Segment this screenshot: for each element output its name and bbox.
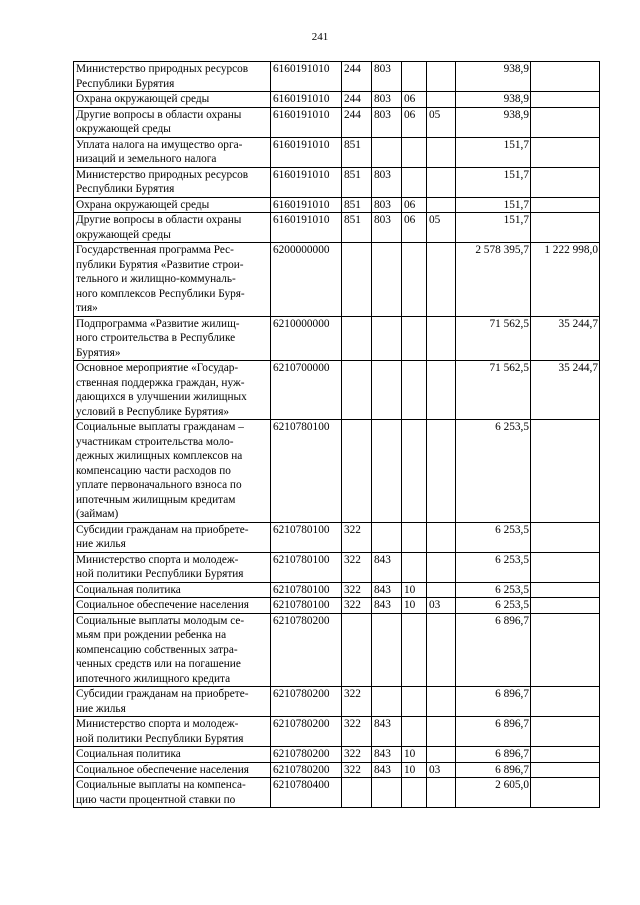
department-cell: 843 — [372, 747, 402, 763]
subsection-cell — [427, 167, 456, 197]
item-name-cell: Министерство природных ресурсов Республики Бурятия — [74, 167, 271, 197]
department-cell: 843 — [372, 717, 402, 747]
table-row — [74, 316, 600, 361]
table-body — [74, 62, 600, 808]
target-code-cell: 6160191010 — [271, 92, 342, 108]
expense-type-cell: 322 — [342, 747, 372, 763]
amount-1-cell: 6 253,5 — [456, 522, 531, 552]
section-cell: 10 — [402, 762, 427, 778]
item-name-cell: Охрана окружающей среды — [74, 92, 271, 108]
table-row — [74, 107, 600, 137]
amount-2-cell — [531, 598, 600, 614]
subsection-cell — [427, 747, 456, 763]
section-cell: 06 — [402, 197, 427, 213]
expense-type-cell: 322 — [342, 687, 372, 717]
department-cell: 803 — [372, 213, 402, 243]
amount-2-cell — [531, 613, 600, 687]
target-code-cell: 6210700000 — [271, 361, 342, 420]
subsection-cell — [427, 420, 456, 523]
section-cell — [402, 167, 427, 197]
section-cell: 10 — [402, 598, 427, 614]
expense-type-cell: 322 — [342, 762, 372, 778]
subsection-cell — [427, 316, 456, 361]
department-cell: 803 — [372, 197, 402, 213]
amount-1-cell: 2 578 395,7 — [456, 243, 531, 317]
expense-type-cell: 244 — [342, 62, 372, 92]
target-code-cell: 6160191010 — [271, 62, 342, 92]
expense-type-cell: 244 — [342, 107, 372, 137]
page-number: 241 — [311, 31, 329, 43]
amount-1-cell: 2 605,0 — [456, 778, 531, 808]
expense-type-cell — [342, 420, 372, 523]
subsection-cell — [427, 582, 456, 598]
subsection-cell — [427, 92, 456, 108]
item-name-cell: Социальная политика — [74, 582, 271, 598]
section-cell — [402, 552, 427, 582]
table-row — [74, 420, 600, 523]
subsection-cell — [427, 522, 456, 552]
table-row — [74, 747, 600, 763]
section-cell — [402, 717, 427, 747]
expense-type-cell: 322 — [342, 717, 372, 747]
subsection-cell: 05 — [427, 213, 456, 243]
expense-type-cell — [342, 778, 372, 808]
item-name-cell: Социальные выплаты на компенса- цию части процентной ставки по — [74, 778, 271, 808]
table-row — [74, 522, 600, 552]
subsection-cell: 05 — [427, 107, 456, 137]
target-code-cell: 6200000000 — [271, 243, 342, 317]
expense-type-cell: 322 — [342, 552, 372, 582]
department-cell — [372, 613, 402, 687]
department-cell — [372, 687, 402, 717]
department-cell: 843 — [372, 582, 402, 598]
item-name-cell: Подпрограмма «Развитие жилищ- ного строительства в Республике Бурятия» — [74, 316, 271, 361]
item-name-cell: Министерство спорта и молодеж- ной политики Республики Бурятия — [74, 552, 271, 582]
department-cell — [372, 420, 402, 523]
amount-1-cell: 6 896,7 — [456, 613, 531, 687]
subsection-cell — [427, 613, 456, 687]
item-name-cell: Социальные выплаты молодым се- мьям при рождении ребенка на компенсацию собственных затра- ченных средств или на погашение ипотечного жилищного кредита — [74, 613, 271, 687]
subsection-cell: 03 — [427, 598, 456, 614]
expense-type-cell — [342, 316, 372, 361]
section-cell — [402, 613, 427, 687]
amount-1-cell: 938,9 — [456, 62, 531, 92]
amount-1-cell: 71 562,5 — [456, 316, 531, 361]
amount-2-cell — [531, 137, 600, 167]
target-code-cell: 6210780200 — [271, 762, 342, 778]
table-row — [74, 167, 600, 197]
section-cell — [402, 361, 427, 420]
item-name-cell: Социальное обеспечение населения — [74, 762, 271, 778]
subsection-cell: 03 — [427, 762, 456, 778]
table-row — [74, 613, 600, 687]
amount-1-cell: 6 896,7 — [456, 762, 531, 778]
subsection-cell — [427, 717, 456, 747]
item-name-cell: Охрана окружающей среды — [74, 197, 271, 213]
amount-1-cell: 938,9 — [456, 107, 531, 137]
amount-1-cell: 151,7 — [456, 197, 531, 213]
amount-2-cell — [531, 778, 600, 808]
amount-2-cell — [531, 717, 600, 747]
item-name-cell: Государственная программа Рес- публики Бурятия «Развитие строи- тельного и жилищно-коммуналь- ного комплексов Республики Буря- тия» — [74, 243, 271, 317]
section-cell — [402, 687, 427, 717]
amount-2-cell — [531, 522, 600, 552]
table-row — [74, 361, 600, 420]
amount-1-cell: 6 896,7 — [456, 687, 531, 717]
amount-2-cell — [531, 747, 600, 763]
subsection-cell — [427, 197, 456, 213]
target-code-cell: 6210780100 — [271, 522, 342, 552]
amount-2-cell — [531, 197, 600, 213]
section-cell — [402, 522, 427, 552]
amount-2-cell: 1 222 998,0 — [531, 243, 600, 317]
amount-2-cell: 35 244,7 — [531, 316, 600, 361]
target-code-cell: 6210780400 — [271, 778, 342, 808]
expense-type-cell: 851 — [342, 197, 372, 213]
item-name-cell: Социальное обеспечение населения — [74, 598, 271, 614]
expense-type-cell — [342, 243, 372, 317]
table-row — [74, 137, 600, 167]
target-code-cell: 6210780100 — [271, 420, 342, 523]
item-name-cell: Министерство природных ресурсов Республики Бурятия — [74, 62, 271, 92]
amount-2-cell — [531, 107, 600, 137]
table-row — [74, 213, 600, 243]
section-cell: 06 — [402, 107, 427, 137]
expense-type-cell: 851 — [342, 167, 372, 197]
expense-type-cell: 322 — [342, 522, 372, 552]
amount-2-cell: 35 244,7 — [531, 361, 600, 420]
item-name-cell: Социальная политика — [74, 747, 271, 763]
item-name-cell: Уплата налога на имущество орга- низаций и земельного налога — [74, 137, 271, 167]
target-code-cell: 6210000000 — [271, 316, 342, 361]
target-code-cell: 6160191010 — [271, 107, 342, 137]
item-name-cell: Министерство спорта и молодеж- ной политики Республики Бурятия — [74, 717, 271, 747]
department-cell: 803 — [372, 62, 402, 92]
section-cell — [402, 316, 427, 361]
department-cell: 843 — [372, 598, 402, 614]
amount-2-cell — [531, 167, 600, 197]
amount-2-cell — [531, 687, 600, 717]
subsection-cell — [427, 137, 456, 167]
target-code-cell: 6160191010 — [271, 167, 342, 197]
target-code-cell: 6210780100 — [271, 582, 342, 598]
item-name-cell: Другие вопросы в области охраны окружающей среды — [74, 213, 271, 243]
amount-1-cell: 151,7 — [456, 213, 531, 243]
item-name-cell: Субсидии гражданам на приобрете- ние жилья — [74, 522, 271, 552]
expense-type-cell: 244 — [342, 92, 372, 108]
section-cell — [402, 62, 427, 92]
section-cell: 06 — [402, 213, 427, 243]
amount-2-cell — [531, 582, 600, 598]
budget-table — [73, 61, 600, 808]
target-code-cell: 6210780100 — [271, 552, 342, 582]
amount-1-cell: 938,9 — [456, 92, 531, 108]
department-cell — [372, 243, 402, 317]
target-code-cell: 6210780100 — [271, 598, 342, 614]
table-row — [74, 92, 600, 108]
expense-type-cell — [342, 613, 372, 687]
section-cell: 10 — [402, 582, 427, 598]
department-cell — [372, 522, 402, 552]
subsection-cell — [427, 62, 456, 92]
target-code-cell: 6160191010 — [271, 197, 342, 213]
section-cell — [402, 137, 427, 167]
target-code-cell: 6210780200 — [271, 747, 342, 763]
table-row — [74, 582, 600, 598]
item-name-cell: Субсидии гражданам на приобрете- ние жилья — [74, 687, 271, 717]
table-row — [74, 687, 600, 717]
expense-type-cell: 851 — [342, 137, 372, 167]
amount-1-cell: 6 253,5 — [456, 420, 531, 523]
amount-1-cell: 6 896,7 — [456, 717, 531, 747]
department-cell: 843 — [372, 552, 402, 582]
section-cell: 06 — [402, 92, 427, 108]
amount-2-cell — [531, 213, 600, 243]
amount-2-cell — [531, 92, 600, 108]
amount-1-cell: 6 896,7 — [456, 747, 531, 763]
department-cell — [372, 316, 402, 361]
amount-1-cell: 6 253,5 — [456, 552, 531, 582]
target-code-cell: 6210780200 — [271, 687, 342, 717]
amount-1-cell: 6 253,5 — [456, 598, 531, 614]
section-cell — [402, 778, 427, 808]
item-name-cell: Основное мероприятие «Государ- ственная поддержка граждан, нуж- дающихся в улучшении жилищных условий в Республике Бурятия» — [74, 361, 271, 420]
table-row — [74, 62, 600, 92]
expense-type-cell: 322 — [342, 598, 372, 614]
table-row — [74, 717, 600, 747]
department-cell: 803 — [372, 167, 402, 197]
table-row — [74, 762, 600, 778]
item-name-cell: Социальные выплаты гражданам – участникам строительства моло- дежных жилищных комплексов на компенсацию части расходов по уплате первоначального взноса по ипотечным жилищным кредитам (займам) — [74, 420, 271, 523]
target-code-cell: 6160191010 — [271, 213, 342, 243]
department-cell — [372, 361, 402, 420]
amount-1-cell: 71 562,5 — [456, 361, 531, 420]
department-cell: 843 — [372, 762, 402, 778]
amount-2-cell — [531, 420, 600, 523]
table-row — [74, 197, 600, 213]
expense-type-cell: 322 — [342, 582, 372, 598]
department-cell: 803 — [372, 92, 402, 108]
department-cell — [372, 137, 402, 167]
amount-2-cell — [531, 552, 600, 582]
table-row — [74, 778, 600, 808]
amount-1-cell: 151,7 — [456, 137, 531, 167]
amount-1-cell: 6 253,5 — [456, 582, 531, 598]
amount-1-cell: 151,7 — [456, 167, 531, 197]
amount-2-cell — [531, 62, 600, 92]
subsection-cell — [427, 552, 456, 582]
table-row — [74, 598, 600, 614]
table-row — [74, 243, 600, 317]
expense-type-cell: 851 — [342, 213, 372, 243]
target-code-cell: 6210780200 — [271, 717, 342, 747]
section-cell — [402, 420, 427, 523]
section-cell: 10 — [402, 747, 427, 763]
subsection-cell — [427, 687, 456, 717]
section-cell — [402, 243, 427, 317]
subsection-cell — [427, 243, 456, 317]
department-cell: 803 — [372, 107, 402, 137]
item-name-cell: Другие вопросы в области охраны окружающей среды — [74, 107, 271, 137]
subsection-cell — [427, 778, 456, 808]
expense-type-cell — [342, 361, 372, 420]
target-code-cell: 6160191010 — [271, 137, 342, 167]
subsection-cell — [427, 361, 456, 420]
department-cell — [372, 778, 402, 808]
amount-2-cell — [531, 762, 600, 778]
table-row — [74, 552, 600, 582]
target-code-cell: 6210780200 — [271, 613, 342, 687]
